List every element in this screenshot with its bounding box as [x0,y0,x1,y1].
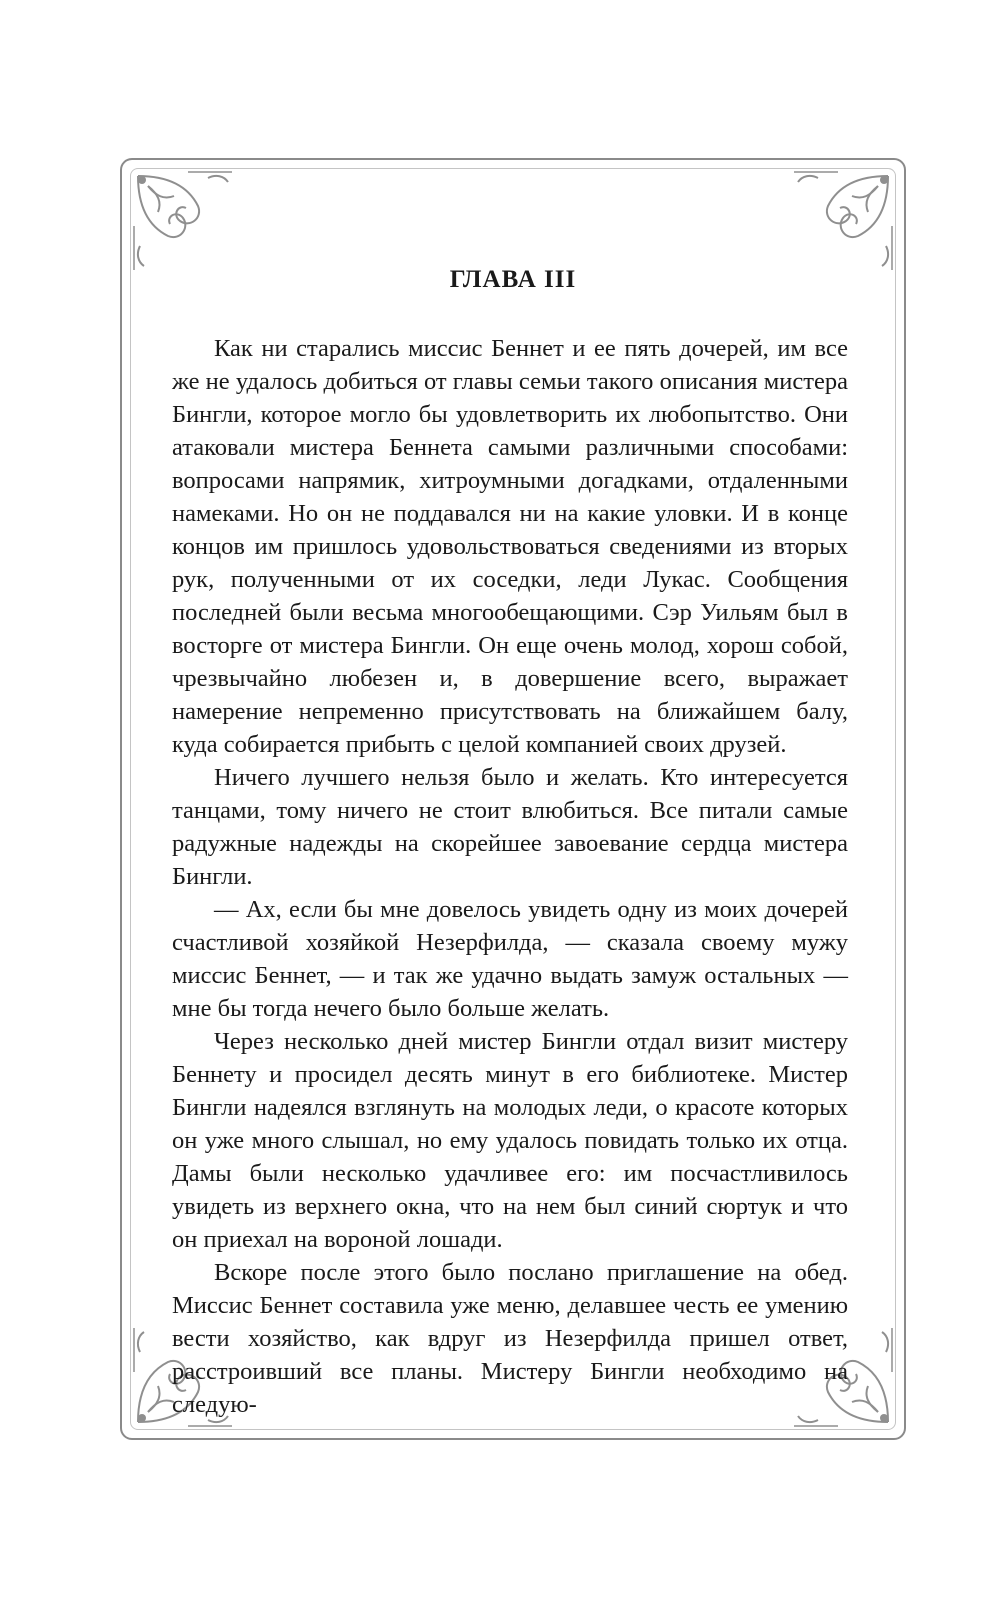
paragraph: Вскоре после этого было послано приглашение на обед. Миссис Беннет составила уже меню, делавшее честь ее умению вести хозяйство, как вдруг из Незерфилда пришел ответ, расстроивший все планы. Мистеру Бингли необходимо на следую- [172,1259,848,1418]
paragraph: Ничего лучшего нельзя было и желать. Кто интересуется танцами, тому ничего не стоит влюбиться. Все питали самые радужные надежды на скорейшее завоевание сердца мистера Бингли. [172,764,848,890]
chapter-body [172,332,848,1421]
corner-ornament-top-left [128,166,238,276]
paragraph: Через несколько дней мистер Бингли отдал визит мистеру Беннету и просидел десять минут в его библиотеке. Мистер Бингли надеялся взглянуть на молодых леди, о красоте которых он уже много слышал, но ему удалось повидать только их отца. Дамы были несколько удачливее его: им посчастливилось увидеть из верхнего окна, что на нем был синий сюртук и что он приехал на вороной лошади. [172,1028,848,1253]
paragraph: — Ах, если бы мне довелось увидеть одну из моих дочерей счастливой хозяйкой Незерфилда, — сказала своему мужу миссис Беннет, — и так же удачно выдать замуж остальных — мне бы тогда нечего было больше желать. [172,896,848,1022]
chapter-title: ГЛАВА III [449,266,577,293]
paragraph: Как ни старались миссис Беннет и ее пять дочерей, им все же не удалось добиться от главы семьи такого описания мистера Бингли, которое могло бы удовлетворить их любопытство. Они атаковали мистера Беннета самыми различными способами: вопросами напрямик, хитроумными догадками, отдаленными намеками. Но он не поддавался ни на какие уловки. И в конце концов им пришлось удовольствоваться сведениями из вторых рук, полученными от их соседки, леди Лукас. Сообщения последней были весьма многообещающими. Сэр Уильям был в восторге от мистера Бингли. Он еще очень молод, хорош собой, чрезвычайно любезен и, в довершение всего, выражает намерение непременно присутствовать на ближайшем балу, куда собирается прибыть с целой компанией своих друзей. [172,335,848,758]
corner-ornament-top-right [788,166,898,276]
